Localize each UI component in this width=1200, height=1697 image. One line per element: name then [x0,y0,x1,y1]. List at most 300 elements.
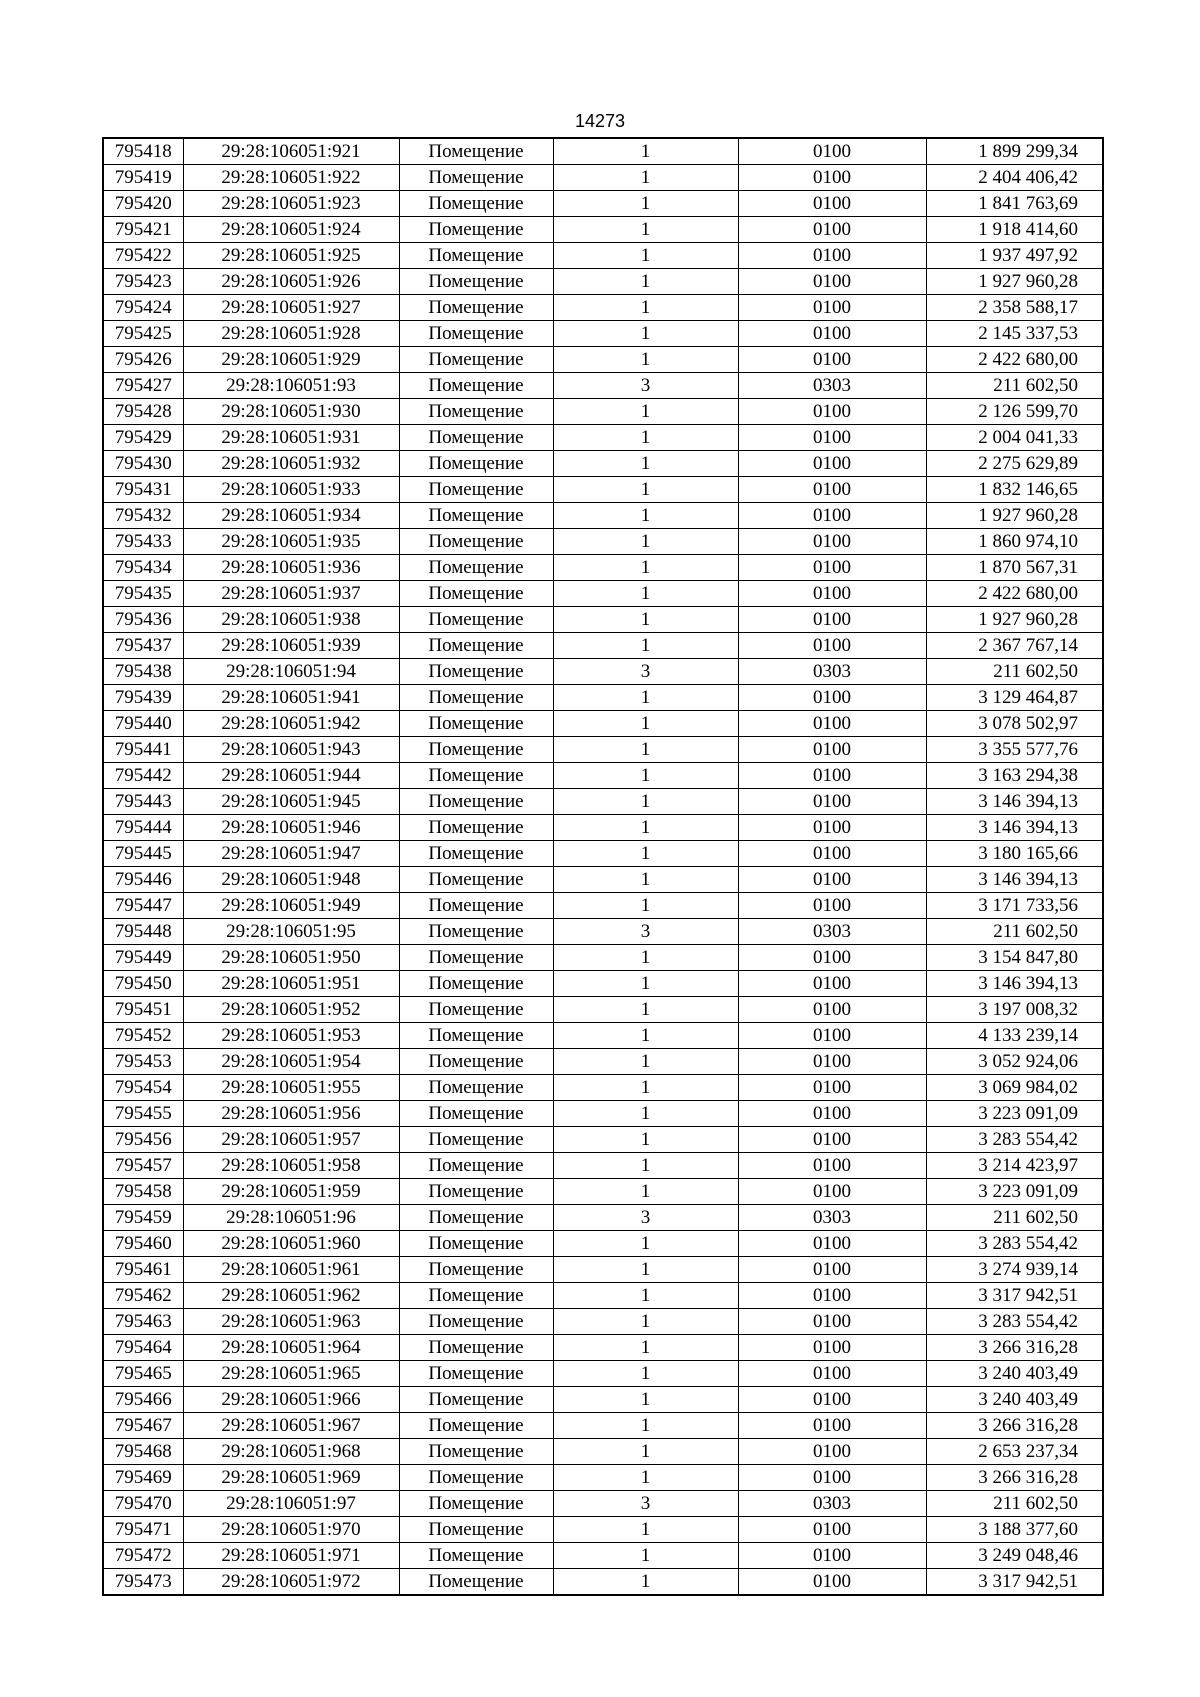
record-number-cell: 795439 [103,685,183,711]
cadastral-number-cell: 29:28:106051:950 [183,945,399,971]
group-cell: 1 [553,347,738,373]
record-number-cell: 795423 [103,269,183,295]
object-type-cell: Помещение [399,789,553,815]
table-row [103,269,1103,295]
cadastral-value-cell: 3 146 394,13 [926,867,1103,893]
group-cell: 1 [553,1257,738,1283]
record-number-cell: 795464 [103,1335,183,1361]
cadastral-number-cell: 29:28:106051:958 [183,1153,399,1179]
record-number-cell: 795459 [103,1205,183,1231]
cadastral-value-cell: 1 841 763,69 [926,191,1103,217]
object-type-cell: Помещение [399,1153,553,1179]
cadastral-number-cell: 29:28:106051:926 [183,269,399,295]
object-type-cell: Помещение [399,1413,553,1439]
record-number-cell: 795440 [103,711,183,737]
table-row [103,555,1103,581]
cadastral-number-cell: 29:28:106051:924 [183,217,399,243]
table-row [103,503,1103,529]
record-number-cell: 795446 [103,867,183,893]
record-number-cell: 795428 [103,399,183,425]
table-row [103,1335,1103,1361]
record-number-cell: 795469 [103,1465,183,1491]
cadastral-value-cell: 2 004 041,33 [926,425,1103,451]
record-number-cell: 795421 [103,217,183,243]
registry-table [102,137,1104,1596]
table-row [103,1283,1103,1309]
table-row [103,1049,1103,1075]
table-row [103,763,1103,789]
table-row [103,815,1103,841]
cadastral-value-cell: 2 367 767,14 [926,633,1103,659]
table-row [103,425,1103,451]
code-cell: 0100 [738,191,926,217]
cadastral-value-cell: 1 927 960,28 [926,503,1103,529]
code-cell: 0100 [738,1257,926,1283]
table-row [103,295,1103,321]
cadastral-value-cell: 3 266 316,28 [926,1465,1103,1491]
cadastral-value-cell: 2 275 629,89 [926,451,1103,477]
cadastral-value-cell: 1 927 960,28 [926,269,1103,295]
cadastral-value-cell: 2 422 680,00 [926,347,1103,373]
code-cell: 0303 [738,659,926,685]
cadastral-number-cell: 29:28:106051:949 [183,893,399,919]
group-cell: 3 [553,659,738,685]
table-row [103,1127,1103,1153]
record-number-cell: 795471 [103,1517,183,1543]
record-number-cell: 795418 [103,138,183,165]
record-number-cell: 795450 [103,971,183,997]
group-cell: 1 [553,893,738,919]
record-number-cell: 795461 [103,1257,183,1283]
code-cell: 0100 [738,815,926,841]
object-type-cell: Помещение [399,1075,553,1101]
cadastral-number-cell: 29:28:106051:931 [183,425,399,451]
record-number-cell: 795424 [103,295,183,321]
object-type-cell: Помещение [399,451,553,477]
table-row [103,1075,1103,1101]
code-cell: 0100 [738,477,926,503]
record-number-cell: 795448 [103,919,183,945]
cadastral-number-cell: 29:28:106051:928 [183,321,399,347]
object-type-cell: Помещение [399,477,553,503]
record-number-cell: 795468 [103,1439,183,1465]
record-number-cell: 795453 [103,1049,183,1075]
table-row [103,477,1103,503]
table-row [103,893,1103,919]
cadastral-number-cell: 29:28:106051:967 [183,1413,399,1439]
code-cell: 0303 [738,373,926,399]
record-number-cell: 795451 [103,997,183,1023]
table-row [103,1205,1103,1231]
record-number-cell: 795445 [103,841,183,867]
cadastral-value-cell: 211 602,50 [926,919,1103,945]
cadastral-number-cell: 29:28:106051:95 [183,919,399,945]
table-row [103,711,1103,737]
cadastral-number-cell: 29:28:106051:960 [183,1231,399,1257]
group-cell: 1 [553,269,738,295]
cadastral-value-cell: 2 126 599,70 [926,399,1103,425]
group-cell: 1 [553,971,738,997]
cadastral-number-cell: 29:28:106051:941 [183,685,399,711]
group-cell: 1 [553,217,738,243]
object-type-cell: Помещение [399,1569,553,1596]
table-row [103,243,1103,269]
record-number-cell: 795443 [103,789,183,815]
registry-table-body [103,138,1103,1595]
code-cell: 0303 [738,919,926,945]
cadastral-number-cell: 29:28:106051:957 [183,1127,399,1153]
object-type-cell: Помещение [399,919,553,945]
object-type-cell: Помещение [399,1361,553,1387]
code-cell: 0100 [738,867,926,893]
table-row [103,737,1103,763]
cadastral-value-cell: 1 860 974,10 [926,529,1103,555]
group-cell: 1 [553,685,738,711]
object-type-cell: Помещение [399,1179,553,1205]
code-cell: 0100 [738,1309,926,1335]
record-number-cell: 795463 [103,1309,183,1335]
table-row [103,789,1103,815]
group-cell: 1 [553,425,738,451]
group-cell: 1 [553,1361,738,1387]
cadastral-number-cell: 29:28:106051:937 [183,581,399,607]
object-type-cell: Помещение [399,347,553,373]
cadastral-value-cell: 3 355 577,76 [926,737,1103,763]
record-number-cell: 795442 [103,763,183,789]
group-cell: 1 [553,503,738,529]
object-type-cell: Помещение [399,945,553,971]
cadastral-number-cell: 29:28:106051:965 [183,1361,399,1387]
group-cell: 1 [553,1101,738,1127]
group-cell: 1 [553,1543,738,1569]
object-type-cell: Помещение [399,191,553,217]
object-type-cell: Помещение [399,529,553,555]
object-type-cell: Помещение [399,1491,553,1517]
table-row [103,1153,1103,1179]
group-cell: 1 [553,607,738,633]
group-cell: 1 [553,1153,738,1179]
cadastral-value-cell: 4 133 239,14 [926,1023,1103,1049]
group-cell: 1 [553,1231,738,1257]
cadastral-value-cell: 3 146 394,13 [926,789,1103,815]
group-cell: 1 [553,633,738,659]
code-cell: 0100 [738,997,926,1023]
cadastral-number-cell: 29:28:106051:971 [183,1543,399,1569]
record-number-cell: 795434 [103,555,183,581]
object-type-cell: Помещение [399,737,553,763]
cadastral-value-cell: 3 266 316,28 [926,1413,1103,1439]
group-cell: 1 [553,737,738,763]
group-cell: 1 [553,1517,738,1543]
object-type-cell: Помещение [399,1309,553,1335]
code-cell: 0100 [738,1543,926,1569]
record-number-cell: 795452 [103,1023,183,1049]
cadastral-number-cell: 29:28:106051:939 [183,633,399,659]
cadastral-value-cell: 3 214 423,97 [926,1153,1103,1179]
object-type-cell: Помещение [399,425,553,451]
cadastral-value-cell: 3 154 847,80 [926,945,1103,971]
record-number-cell: 795473 [103,1569,183,1596]
code-cell: 0100 [738,711,926,737]
cadastral-number-cell: 29:28:106051:942 [183,711,399,737]
cadastral-value-cell: 3 171 733,56 [926,893,1103,919]
record-number-cell: 795431 [103,477,183,503]
cadastral-value-cell: 3 317 942,51 [926,1569,1103,1596]
group-cell: 1 [553,1023,738,1049]
object-type-cell: Помещение [399,867,553,893]
cadastral-number-cell: 29:28:106051:972 [183,1569,399,1596]
group-cell: 1 [553,399,738,425]
code-cell: 0100 [738,529,926,555]
object-type-cell: Помещение [399,1543,553,1569]
record-number-cell: 795466 [103,1387,183,1413]
record-number-cell: 795422 [103,243,183,269]
cadastral-value-cell: 3 052 924,06 [926,1049,1103,1075]
group-cell: 1 [553,243,738,269]
cadastral-number-cell: 29:28:106051:925 [183,243,399,269]
object-type-cell: Помещение [399,1101,553,1127]
record-number-cell: 795438 [103,659,183,685]
cadastral-value-cell: 3 146 394,13 [926,971,1103,997]
group-cell: 1 [553,1283,738,1309]
object-type-cell: Помещение [399,633,553,659]
object-type-cell: Помещение [399,1127,553,1153]
table-row [103,399,1103,425]
table-row [103,217,1103,243]
group-cell: 3 [553,373,738,399]
cadastral-number-cell: 29:28:106051:96 [183,1205,399,1231]
cadastral-value-cell: 3 240 403,49 [926,1361,1103,1387]
object-type-cell: Помещение [399,581,553,607]
group-cell: 1 [553,841,738,867]
record-number-cell: 795425 [103,321,183,347]
group-cell: 1 [553,1569,738,1596]
group-cell: 3 [553,1205,738,1231]
table-row [103,373,1103,399]
code-cell: 0100 [738,138,926,165]
code-cell: 0100 [738,503,926,529]
cadastral-value-cell: 3 146 394,13 [926,815,1103,841]
cadastral-number-cell: 29:28:106051:966 [183,1387,399,1413]
object-type-cell: Помещение [399,1439,553,1465]
cadastral-number-cell: 29:28:106051:927 [183,295,399,321]
cadastral-value-cell: 211 602,50 [926,659,1103,685]
group-cell: 1 [553,1309,738,1335]
record-number-cell: 795465 [103,1361,183,1387]
table-row [103,1543,1103,1569]
record-number-cell: 795472 [103,1543,183,1569]
cadastral-value-cell: 2 145 337,53 [926,321,1103,347]
object-type-cell: Помещение [399,165,553,191]
cadastral-value-cell: 3 283 554,42 [926,1231,1103,1257]
record-number-cell: 795427 [103,373,183,399]
code-cell: 0100 [738,1153,926,1179]
object-type-cell: Помещение [399,1231,553,1257]
table-row [103,451,1103,477]
record-number-cell: 795454 [103,1075,183,1101]
code-cell: 0100 [738,763,926,789]
cadastral-number-cell: 29:28:106051:963 [183,1309,399,1335]
group-cell: 1 [553,815,738,841]
group-cell: 1 [553,451,738,477]
cadastral-number-cell: 29:28:106051:961 [183,1257,399,1283]
code-cell: 0100 [738,581,926,607]
object-type-cell: Помещение [399,997,553,1023]
group-cell: 1 [553,1413,738,1439]
group-cell: 1 [553,1439,738,1465]
code-cell: 0100 [738,295,926,321]
cadastral-number-cell: 29:28:106051:947 [183,841,399,867]
record-number-cell: 795429 [103,425,183,451]
cadastral-value-cell: 1 937 497,92 [926,243,1103,269]
cadastral-value-cell: 3 317 942,51 [926,1283,1103,1309]
cadastral-number-cell: 29:28:106051:946 [183,815,399,841]
cadastral-number-cell: 29:28:106051:921 [183,138,399,165]
object-type-cell: Помещение [399,1283,553,1309]
record-number-cell: 795430 [103,451,183,477]
code-cell: 0100 [738,737,926,763]
code-cell: 0100 [738,269,926,295]
table-row [103,1439,1103,1465]
page-number: 14273 [574,111,626,131]
table-row [103,633,1103,659]
table-row [103,1309,1103,1335]
cadastral-value-cell: 1 927 960,28 [926,607,1103,633]
record-number-cell: 795432 [103,503,183,529]
group-cell: 1 [553,581,738,607]
object-type-cell: Помещение [399,1205,553,1231]
table-row [103,581,1103,607]
record-number-cell: 795444 [103,815,183,841]
object-type-cell: Помещение [399,503,553,529]
cadastral-number-cell: 29:28:106051:968 [183,1439,399,1465]
cadastral-value-cell: 2 404 406,42 [926,165,1103,191]
object-type-cell: Помещение [399,1335,553,1361]
table-row [103,945,1103,971]
cadastral-number-cell: 29:28:106051:935 [183,529,399,555]
group-cell: 1 [553,295,738,321]
table-row [103,971,1103,997]
object-type-cell: Помещение [399,295,553,321]
cadastral-number-cell: 29:28:106051:923 [183,191,399,217]
object-type-cell: Помещение [399,1387,553,1413]
code-cell: 0100 [738,945,926,971]
record-number-cell: 795437 [103,633,183,659]
group-cell: 1 [553,1335,738,1361]
group-cell: 1 [553,1049,738,1075]
cadastral-number-cell: 29:28:106051:929 [183,347,399,373]
cadastral-value-cell: 3 188 377,60 [926,1517,1103,1543]
table-row [103,1491,1103,1517]
cadastral-number-cell: 29:28:106051:930 [183,399,399,425]
group-cell: 1 [553,165,738,191]
object-type-cell: Помещение [399,607,553,633]
code-cell: 0100 [738,1413,926,1439]
group-cell: 1 [553,945,738,971]
object-type-cell: Помещение [399,711,553,737]
group-cell: 1 [553,1465,738,1491]
table-row [103,347,1103,373]
table-row [103,1465,1103,1491]
record-number-cell: 795433 [103,529,183,555]
code-cell: 0100 [738,1569,926,1596]
code-cell: 0100 [738,321,926,347]
group-cell: 3 [553,919,738,945]
code-cell: 0100 [738,1127,926,1153]
code-cell: 0100 [738,1439,926,1465]
cadastral-value-cell: 3 163 294,38 [926,763,1103,789]
object-type-cell: Помещение [399,1023,553,1049]
code-cell: 0100 [738,1023,926,1049]
cadastral-value-cell: 3 129 464,87 [926,685,1103,711]
code-cell: 0100 [738,633,926,659]
code-cell: 0100 [738,555,926,581]
cadastral-number-cell: 29:28:106051:943 [183,737,399,763]
object-type-cell: Помещение [399,1049,553,1075]
table-row [103,1569,1103,1596]
cadastral-number-cell: 29:28:106051:94 [183,659,399,685]
table-row [103,1361,1103,1387]
cadastral-number-cell: 29:28:106051:953 [183,1023,399,1049]
group-cell: 1 [553,867,738,893]
table-row [103,529,1103,555]
group-cell: 1 [553,1179,738,1205]
record-number-cell: 795449 [103,945,183,971]
code-cell: 0100 [738,1465,926,1491]
object-type-cell: Помещение [399,815,553,841]
group-cell: 1 [553,1387,738,1413]
cadastral-value-cell: 211 602,50 [926,1205,1103,1231]
group-cell: 1 [553,191,738,217]
cadastral-value-cell: 3 180 165,66 [926,841,1103,867]
code-cell: 0100 [738,841,926,867]
code-cell: 0100 [738,165,926,191]
group-cell: 1 [553,477,738,503]
code-cell: 0100 [738,347,926,373]
cadastral-number-cell: 29:28:106051:938 [183,607,399,633]
code-cell: 0100 [738,893,926,919]
table-row [103,685,1103,711]
cadastral-number-cell: 29:28:106051:954 [183,1049,399,1075]
cadastral-number-cell: 29:28:106051:955 [183,1075,399,1101]
record-number-cell: 795457 [103,1153,183,1179]
cadastral-value-cell: 1 918 414,60 [926,217,1103,243]
table-row [103,165,1103,191]
cadastral-number-cell: 29:28:106051:945 [183,789,399,815]
table-row [103,997,1103,1023]
cadastral-value-cell: 2 653 237,34 [926,1439,1103,1465]
table-row [103,867,1103,893]
object-type-cell: Помещение [399,399,553,425]
cadastral-number-cell: 29:28:106051:97 [183,1491,399,1517]
group-cell: 3 [553,1491,738,1517]
table-row [103,138,1103,165]
object-type-cell: Помещение [399,763,553,789]
object-type-cell: Помещение [399,1465,553,1491]
object-type-cell: Помещение [399,1517,553,1543]
code-cell: 0100 [738,685,926,711]
record-number-cell: 795458 [103,1179,183,1205]
object-type-cell: Помещение [399,217,553,243]
cadastral-number-cell: 29:28:106051:956 [183,1101,399,1127]
group-cell: 1 [553,555,738,581]
cadastral-value-cell: 2 422 680,00 [926,581,1103,607]
object-type-cell: Помещение [399,893,553,919]
cadastral-value-cell: 3 223 091,09 [926,1179,1103,1205]
table-row [103,607,1103,633]
object-type-cell: Помещение [399,373,553,399]
table-row [103,1179,1103,1205]
